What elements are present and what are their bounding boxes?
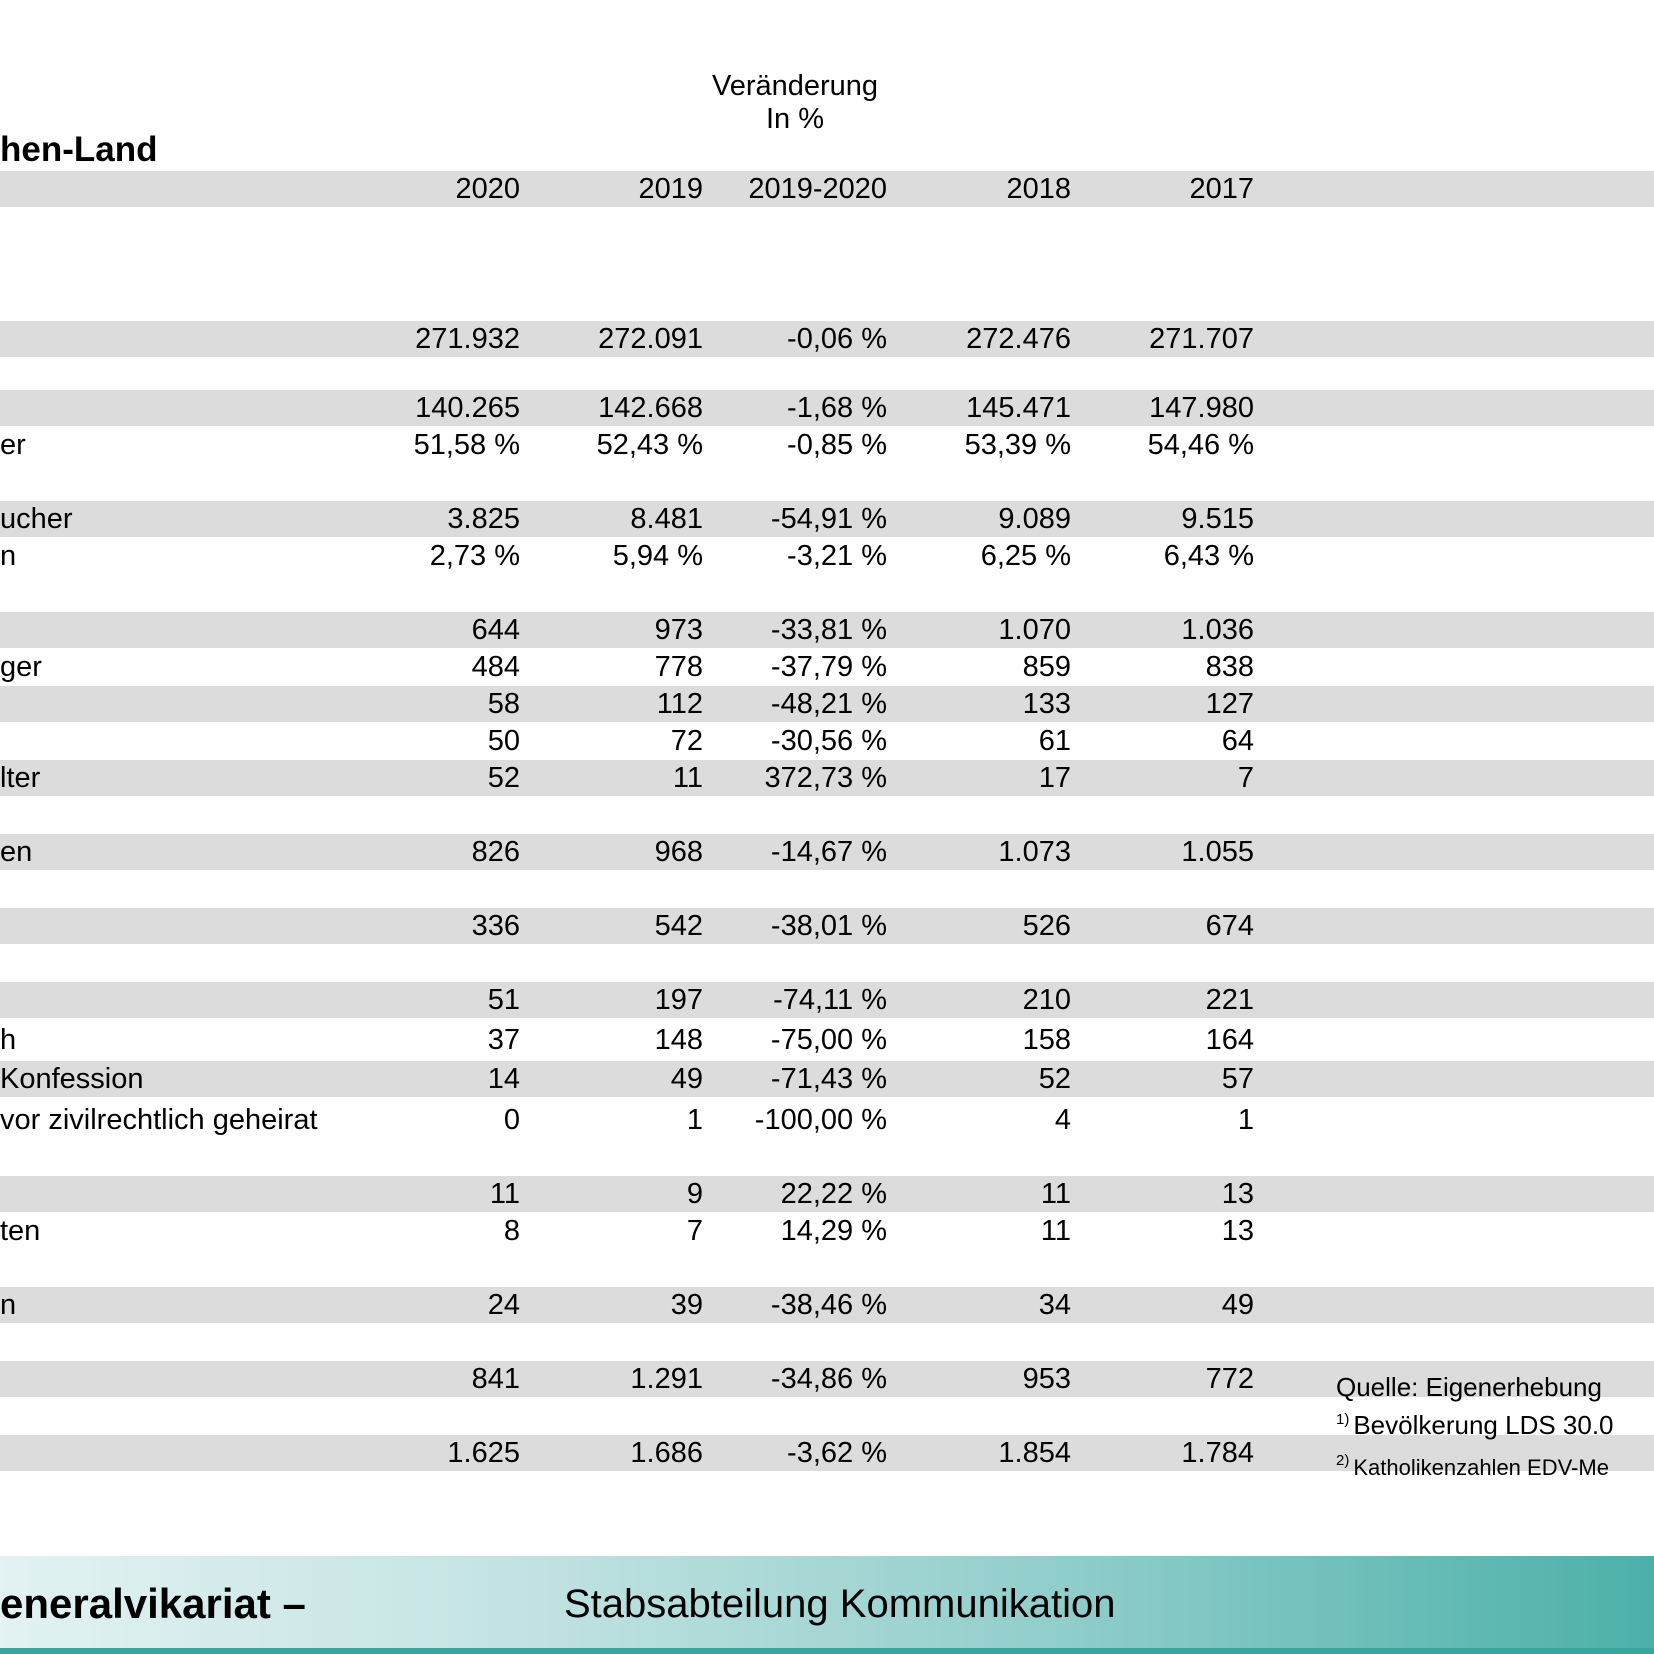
value-2017-cell: 57 (1221, 1063, 1254, 1095)
change-percent-cell: -33,81 % (770, 614, 887, 646)
value-2019-cell: 39 (670, 1289, 703, 1321)
value-2020-cell: 11 (489, 1178, 520, 1210)
table-row (0, 760, 1654, 796)
change-percent-cell: 372,73 % (764, 762, 887, 794)
change-percent-cell: -3,62 % (787, 1437, 887, 1469)
row-label: en (0, 836, 33, 868)
change-percent-cell: -0,06 % (787, 323, 887, 355)
value-2018-cell: 53,39 % (964, 429, 1071, 461)
value-2019-cell: 272.091 (598, 323, 703, 355)
value-2020-cell: 52 (487, 762, 520, 794)
value-2018-cell: 11 (1040, 1178, 1071, 1210)
value-2018-cell: 1.854 (998, 1437, 1071, 1469)
table-row (0, 834, 1654, 870)
value-2020-cell: 484 (471, 651, 520, 683)
value-2020-cell: 2,73 % (429, 540, 520, 572)
value-2020-cell: 3.825 (447, 503, 520, 535)
value-2019-cell: 973 (654, 614, 703, 646)
row-label: er (0, 429, 26, 461)
value-2017-cell: 1 (1237, 1104, 1254, 1136)
row-label: ten (0, 1215, 41, 1247)
value-2019-cell: 542 (654, 910, 703, 942)
year-2017-heading: 2017 (1189, 173, 1254, 205)
table-row (0, 501, 1654, 537)
value-2018-cell: 1.070 (998, 614, 1071, 646)
value-2020-cell: 14 (487, 1063, 520, 1095)
value-2017-cell: 1.036 (1181, 614, 1254, 646)
change-percent-cell: -71,43 % (770, 1063, 887, 1095)
footnote-1 (1336, 1410, 1614, 1441)
change-percent-cell: -75,00 % (770, 1024, 887, 1056)
footnote-1-text: Bevölkerung LDS 30.0 (1353, 1410, 1614, 1440)
change-percent-cell: -37,79 % (770, 651, 887, 683)
value-2017-cell: 164 (1205, 1024, 1254, 1056)
row-label: lter (0, 762, 41, 794)
value-2020-cell: 336 (471, 910, 520, 942)
table-row (0, 1102, 1654, 1138)
value-2019-cell: 72 (670, 725, 703, 757)
value-2020-cell: 826 (471, 836, 520, 868)
change-heading-line1: Veränderung (711, 70, 879, 102)
row-label: n (0, 1289, 17, 1321)
value-2020-cell: 50 (487, 725, 520, 757)
table-row (0, 427, 1654, 463)
value-2017-cell: 772 (1205, 1363, 1254, 1395)
value-2017-cell: 221 (1205, 984, 1254, 1016)
change-percent-cell: 14,29 % (780, 1215, 887, 1247)
value-2018-cell: 52 (1038, 1063, 1071, 1095)
value-2019-cell: 8.481 (630, 503, 703, 535)
value-2018-cell: 34 (1038, 1289, 1071, 1321)
year-2019-heading: 2019 (638, 173, 703, 205)
value-2017-cell: 7 (1237, 762, 1254, 794)
value-2020-cell: 51,58 % (413, 429, 520, 461)
row-label: ucher (0, 503, 73, 535)
value-2017-cell: 127 (1205, 688, 1254, 720)
year-2018-heading: 2018 (1006, 173, 1071, 205)
table-row (0, 1176, 1654, 1212)
value-2018-cell: 859 (1022, 651, 1071, 683)
change-percent-cell: -14,67 % (770, 836, 887, 868)
value-2020-cell: 0 (503, 1104, 520, 1136)
value-2017-cell: 147.980 (1149, 392, 1254, 424)
value-2017-cell: 13 (1221, 1178, 1254, 1210)
value-2017-cell: 1.055 (1181, 836, 1254, 868)
value-2017-cell: 13 (1221, 1215, 1254, 1247)
value-2017-cell: 6,43 % (1163, 540, 1254, 572)
value-2018-cell: 11 (1040, 1215, 1071, 1247)
row-label: h (0, 1024, 17, 1056)
value-2018-cell: 9.089 (998, 503, 1071, 535)
footer-department: Stabsabteilung Kommunikation (564, 1582, 1116, 1626)
value-2018-cell: 17 (1038, 762, 1071, 794)
change-heading-line2: In % (765, 103, 825, 135)
footnote-1-mark: 1) (1336, 1411, 1350, 1428)
value-2019-cell: 968 (654, 836, 703, 868)
value-2018-cell: 61 (1038, 725, 1071, 757)
change-percent-cell: -34,86 % (770, 1363, 887, 1395)
change-range-heading: 2019-2020 (748, 173, 887, 205)
table-row (0, 612, 1654, 648)
row-label: ger (0, 651, 42, 683)
table-row (0, 538, 1654, 574)
change-percent-cell: -38,46 % (770, 1289, 887, 1321)
change-percent-cell: -0,85 % (787, 429, 887, 461)
value-2017-cell: 64 (1221, 725, 1254, 757)
value-2019-cell: 5,94 % (612, 540, 703, 572)
value-2020-cell: 24 (487, 1289, 520, 1321)
value-2020-cell: 51 (487, 984, 520, 1016)
table-row (0, 686, 1654, 722)
value-2020-cell: 140.265 (415, 392, 520, 424)
change-percent-cell: -54,91 % (770, 503, 887, 535)
value-2017-cell: 271.707 (1149, 323, 1254, 355)
value-2018-cell: 133 (1022, 688, 1071, 720)
value-2019-cell: 148 (654, 1024, 703, 1056)
value-2019-cell: 49 (670, 1063, 703, 1095)
value-2017-cell: 54,46 % (1147, 429, 1254, 461)
change-percent-cell: -38,01 % (770, 910, 887, 942)
value-2018-cell: 526 (1022, 910, 1071, 942)
value-2017-cell: 49 (1221, 1289, 1254, 1321)
table-row (0, 1287, 1654, 1323)
change-percent-cell: -1,68 % (787, 392, 887, 424)
change-percent-cell: -3,21 % (787, 540, 887, 572)
footnote-2-text: Katholikenzahlen EDV-Me (1353, 1455, 1609, 1480)
value-2019-cell: 52,43 % (596, 429, 703, 461)
value-2019-cell: 1.686 (630, 1437, 703, 1469)
value-2020-cell: 8 (503, 1215, 520, 1247)
footnote-2 (1336, 1452, 1609, 1481)
footer-bar (0, 1556, 1654, 1654)
page-title: hen-Land (0, 130, 158, 169)
value-2019-cell: 112 (656, 688, 703, 720)
value-2019-cell: 9 (686, 1178, 703, 1210)
value-2019-cell: 1 (686, 1104, 703, 1136)
footnote-2-mark: 2) (1336, 1452, 1350, 1469)
table-row (0, 908, 1654, 944)
table-row (0, 1213, 1654, 1249)
footer-org-name: eneralvikariat – (0, 1580, 306, 1627)
value-2017-cell: 674 (1205, 910, 1254, 942)
table-row (0, 1061, 1654, 1097)
change-percent-cell: -74,11 % (773, 984, 887, 1016)
value-2018-cell: 158 (1022, 1024, 1071, 1056)
value-2019-cell: 11 (672, 762, 703, 794)
value-2018-cell: 953 (1022, 1363, 1071, 1395)
value-2018-cell: 210 (1022, 984, 1071, 1016)
value-2018-cell: 6,25 % (980, 540, 1071, 572)
table-row (0, 1022, 1654, 1058)
value-2020-cell: 58 (487, 688, 520, 720)
change-percent-cell: 22,22 % (780, 1178, 887, 1210)
value-2018-cell: 4 (1054, 1104, 1071, 1136)
value-2018-cell: 145.471 (966, 392, 1071, 424)
table-row (0, 982, 1654, 1018)
value-2018-cell: 1.073 (998, 836, 1071, 868)
value-2018-cell: 272.476 (966, 323, 1071, 355)
table-row (0, 649, 1654, 685)
value-2017-cell: 1.784 (1181, 1437, 1254, 1469)
change-percent-cell: -30,56 % (770, 725, 887, 757)
change-percent-cell: -100,00 % (754, 1104, 887, 1136)
value-2020-cell: 271.932 (415, 323, 520, 355)
value-2017-cell: 9.515 (1181, 503, 1254, 535)
value-2019-cell: 7 (686, 1215, 703, 1247)
year-2020-heading: 2020 (455, 173, 520, 205)
value-2019-cell: 778 (654, 651, 703, 683)
table-row (0, 723, 1654, 759)
value-2020-cell: 1.625 (447, 1437, 520, 1469)
row-label: Konfession (0, 1063, 144, 1095)
table-row (0, 390, 1654, 426)
change-percent-cell: -48,21 % (770, 688, 887, 720)
value-2020-cell: 644 (471, 614, 520, 646)
change-column-heading (690, 70, 900, 136)
row-label: vor zivilrechtlich geheirat (0, 1104, 318, 1136)
row-label: n (0, 540, 17, 572)
value-2020-cell: 37 (487, 1024, 520, 1056)
value-2019-cell: 197 (654, 984, 703, 1016)
value-2017-cell: 838 (1205, 651, 1254, 683)
value-2019-cell: 142.668 (598, 392, 703, 424)
table-row (0, 321, 1654, 357)
year-header-row (0, 171, 1654, 207)
source-note: Quelle: Eigenerhebung (1336, 1372, 1602, 1402)
value-2020-cell: 841 (471, 1363, 520, 1395)
value-2019-cell: 1.291 (630, 1363, 703, 1395)
